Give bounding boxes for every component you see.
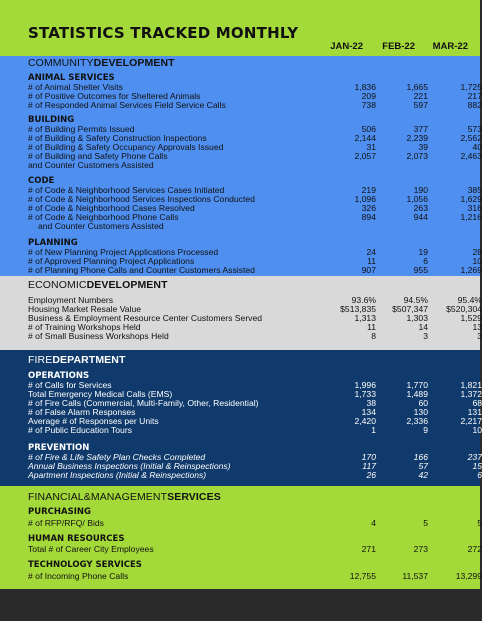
- table-row: # of Incoming Phone Calls 12,755 11,537 13,299: [28, 571, 482, 581]
- group-title: PLANNING: [28, 238, 78, 248]
- column-header-jan: JAN-22: [330, 41, 363, 52]
- group-title: BUILDING: [28, 115, 75, 125]
- table-row: # of Approved Planning Project Applications 11 6 10: [28, 256, 482, 266]
- group-title: PURCHASING: [28, 507, 91, 517]
- group-title: TECHNOLOGY SERVICES: [28, 560, 142, 570]
- table-row: and Counter Customers Assisted: [28, 160, 154, 170]
- table-row: Annual Business Inspections (Initial & Reinspections) 117 57 15: [28, 461, 482, 471]
- table-row: # of Training Workshops Held 11 14 13: [28, 322, 482, 332]
- table-row: # of Animal Shelter Visits 1,836 1,665 1,725: [28, 82, 482, 92]
- group-title: OPERATIONS: [28, 371, 90, 381]
- table-row: # of Small Business Workshops Held 8 3 3: [28, 331, 482, 341]
- table-row: # of Responded Animal Services Field Service Calls 738 597 882: [28, 100, 482, 110]
- table-row: # of New Planning Project Applications Processed 24 19 28: [28, 247, 482, 257]
- table-row: Total Emergency Medical Calls (EMS) 1,733 1,489 1,372: [28, 389, 482, 399]
- section-title: ECONOMICDEVELOPMENT: [28, 279, 168, 291]
- table-row: Average # of Responses per Units 2,420 2,336 2,217: [28, 416, 482, 426]
- table-row: # of Building & Safety Construction Inspections 2,144 2,239 2,562: [28, 133, 482, 143]
- fire-department-section: [0, 350, 480, 486]
- table-row: # of Building and Safety Phone Calls 2,057 2,073 2,463: [28, 151, 482, 161]
- table-row: # of Positive Outcomes for Sheltered Animals 209 221 217: [28, 91, 482, 101]
- table-row: Employment Numbers 93.6% 94.5% 95.4%: [28, 295, 482, 305]
- financial-management-section: [0, 486, 480, 589]
- table-row: Apartment Inspections (Initial & Reinspections) 26 42 6: [28, 470, 482, 480]
- table-row: # of Calls for Services 1,996 1,770 1,821: [28, 380, 482, 390]
- table-row: # of Code & Neighborhood Phone Calls 894 944 1,216: [28, 212, 482, 222]
- table-row: # of RFP/RFQ/ Bids 4 5 5: [28, 518, 482, 528]
- table-row: Housing Market Resale Value $513,835 $507,347 $520,304: [28, 304, 482, 314]
- table-row: # of Code & Neighborhood Services Cases Initiated 219 190 385: [28, 185, 482, 195]
- community-development-section: [0, 56, 480, 276]
- table-row: Business & Employment Resource Center Customers Served 1,313 1,303 1,529: [28, 313, 482, 323]
- group-title: HUMAN RESOURCES: [28, 534, 125, 544]
- section-title: FINANCIAL&MANAGEMENTSERVICES: [28, 491, 221, 503]
- economic-development-section: [0, 276, 480, 350]
- section-title: FIREDEPARTMENT: [28, 354, 126, 366]
- table-row: Total # of Career City Employees 271 273 272: [28, 544, 482, 554]
- table-row: # of Fire Calls (Commercial, Multi-Family, Other, Residential) 38 60 68: [28, 398, 482, 408]
- table-row: # of Code & Neighborhood Services Inspections Conducted 1,096 1,056 1,629: [28, 194, 482, 204]
- group-title: ANIMAL SERVICES: [28, 73, 115, 83]
- page-title: STATISTICS TRACKED MONTHLY: [28, 24, 299, 42]
- table-row: and Counter Customers Assisted: [38, 221, 164, 231]
- table-row: # of False Alarm Responses 134 130 131: [28, 407, 482, 417]
- table-row: # of Building Permits Issued 506 377 573: [28, 124, 482, 134]
- table-row: # of Fire & Life Safety Plan Checks Completed 170 166 237: [28, 452, 482, 462]
- footer-band: [0, 589, 480, 621]
- table-row: # of Planning Phone Calls and Counter Customers Assisted 907 955 1,269: [28, 265, 482, 275]
- group-title: CODE: [28, 176, 55, 186]
- column-header-feb: FEB-22: [382, 41, 415, 52]
- section-title: COMMUNITYDEVELOPMENT: [28, 57, 175, 69]
- group-title: PREVENTION: [28, 443, 90, 453]
- table-row: # of Building & Safety Occupancy Approvals Issued 31 39 40: [28, 142, 482, 152]
- column-headers: [0, 41, 480, 53]
- column-header-mar: MAR-22: [432, 41, 468, 52]
- table-row: # of Public Education Tours 1 9 10: [28, 425, 482, 435]
- table-row: # of Code & Neighborhood Cases Resolved 326 263 316: [28, 203, 482, 213]
